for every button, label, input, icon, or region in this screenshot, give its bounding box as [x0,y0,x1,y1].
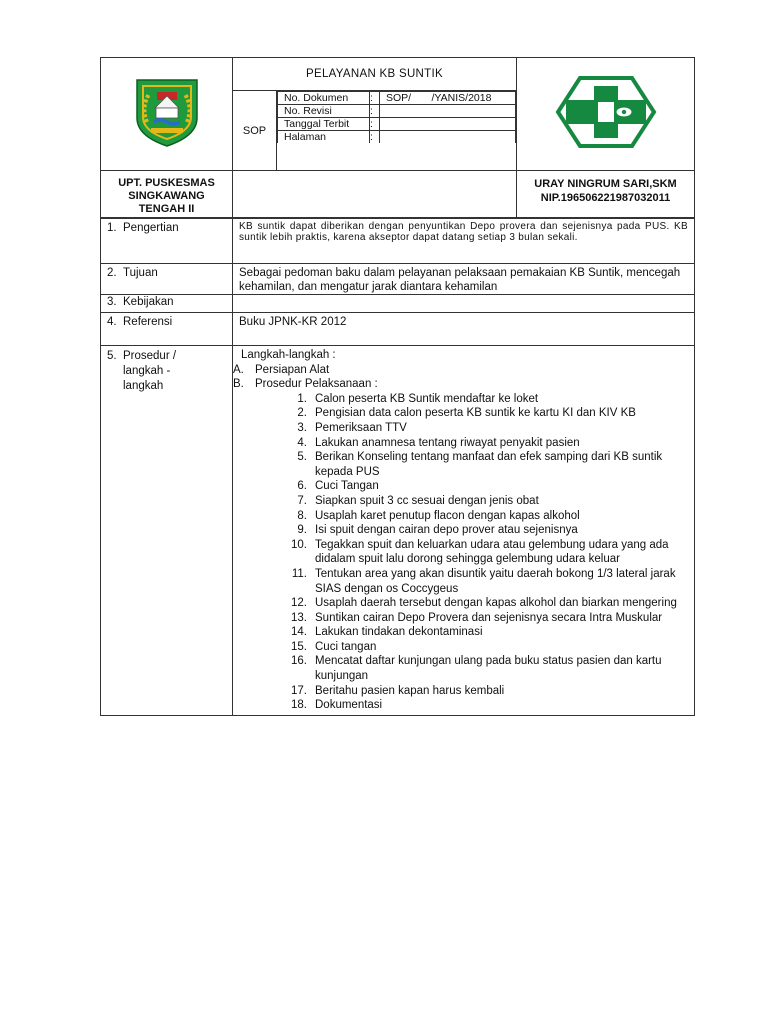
section-label: 3. Kebijakan [101,295,233,313]
sop-document [100,57,694,716]
meta-row-tanggal-terbit [278,118,516,131]
prosedur-intro: Langkah-langkah : [241,349,336,361]
section-content [233,219,695,264]
section-pengertian [101,219,695,264]
list-item: 6. Cuci Tangan [297,480,379,493]
section-prosedur [101,346,695,716]
section-label: 1. Pengertian [101,219,233,264]
list-item: 11. Tentukan area yang akan disuntik yaitu daerah bokong 1/3 lateral jarak SIAS dengan os Coccygeus [291,567,676,595]
document-meta-cell [277,91,517,171]
meta-sep: : [370,131,380,144]
referensi-text: Buku JPNK-KR 2012 [239,316,347,328]
meta-label: Tanggal Terbit [278,118,370,131]
section-tujuan [101,264,695,295]
meta-value [380,118,516,131]
document-body [100,218,695,716]
list-item: 2. Pengisian data calon peserta KB suntik ke kartu KI dan KIV KB [297,407,636,420]
meta-label: No. Revisi [278,105,370,118]
procedure-steps [239,392,688,713]
section-label: 2. Tujuan [101,264,233,295]
section-referensi [101,313,695,346]
meta-sep: : [370,105,380,118]
signature-blank [233,171,517,218]
health-cross-logo-icon [554,74,658,150]
section-content [233,313,695,346]
list-item: 14. Lakukan tindakan dekontaminasi [291,626,483,639]
sop-label: SOP [233,91,277,171]
regional-emblem-icon [127,74,207,150]
signatory [517,171,695,218]
list-item: 7. Siapkan spuit 3 cc sesuai dengan jenis obat [297,494,539,507]
meta-label: Halaman [278,131,370,144]
sub-item-b: B. Prosedur Pelaksanaan : [233,378,378,391]
list-item: 5. Berikan Konseling tentang manfaat dan efek samping dari KB suntik kepada PUS [297,451,663,478]
meta-row-halaman [278,131,516,144]
meta-row-no-dokumen [278,92,516,105]
meta-value [380,105,516,118]
list-item: 15. Cuci tangan [291,640,377,653]
meta-sep: : [370,92,380,105]
meta-row-no-revisi [278,105,516,118]
organization-name [101,171,233,218]
list-item: 1. Calon peserta KB Suntik mendaftar ke loket [297,392,539,405]
document-header [100,57,695,218]
list-item: 4. Lakukan anamnesa tentang riwayat penyakit pasien [297,436,580,449]
signer-nip: NIP.196506221987032011 [540,192,671,204]
pengertian-text: KB suntik dapat diberikan dengan penyuntikan Depo provera dan sejenisnya pada PUS. KB suntik lebih praktis, karena akseptor dapat datang setiap 3 bulan sekali. [239,221,688,243]
tujuan-text: Sebagai pedoman baku dalam pelayanan pelaksaan pemakaian KB Suntik, mencegah kehamilan, dan mengatur jarak diantara kehamilan [239,267,681,293]
section-content [233,346,695,716]
signer-name: URAY NINGRUM SARI,SKM [534,178,677,190]
list-item: 18. Dokumentasi [291,699,383,712]
health-logo-cell [517,58,695,171]
org-line: TENGAH II [138,203,195,215]
section-content [233,264,695,295]
list-item: 13. Suntikan cairan Depo Provera dan sejenisnya secara Intra Muskular [291,611,663,624]
section-kebijakan [101,295,695,313]
list-item: 17. Beritahu pasien kapan harus kembali [291,684,505,697]
meta-value: SOP/ /YANIS/2018 [380,92,516,105]
list-item: 8. Usaplah karet penutup flacon dengan kapas alkohol [297,509,580,522]
list-item: 12. Usaplah daerah tersebut dengan kapas alkohol dan biarkan mengering [291,597,677,610]
meta-sep: : [370,118,380,131]
sub-item-a: A. Persiapan Alat [233,363,330,376]
document-meta-table [277,91,516,143]
list-item: 3. Pemeriksaan TTV [297,421,407,434]
list-item: 16. Mencatat daftar kunjungan ulang pada buku status pasien dan kartu kunjungan [291,655,662,683]
list-item: 10. Tegakkan spuit dan keluarkan udara atau gelembung udara yang ada didalam spuit lalu dorong sehingga gelembung udara keluar [291,538,669,566]
org-line: UPT. PUSKESMAS [118,177,215,189]
regional-emblem-cell [101,58,233,171]
section-content [233,295,695,313]
document-title: PELAYANAN KB SUNTIK [233,58,517,91]
section-label: 5. Prosedur / langkah - langkah [101,346,233,716]
list-item: 9. Isi spuit dengan cairan depo prover atau sejenisnya [297,524,578,537]
meta-value [380,131,516,144]
org-line: SINGKAWANG [128,190,205,202]
section-label: 4. Referensi [101,313,233,346]
meta-label: No. Dokumen [278,92,370,105]
